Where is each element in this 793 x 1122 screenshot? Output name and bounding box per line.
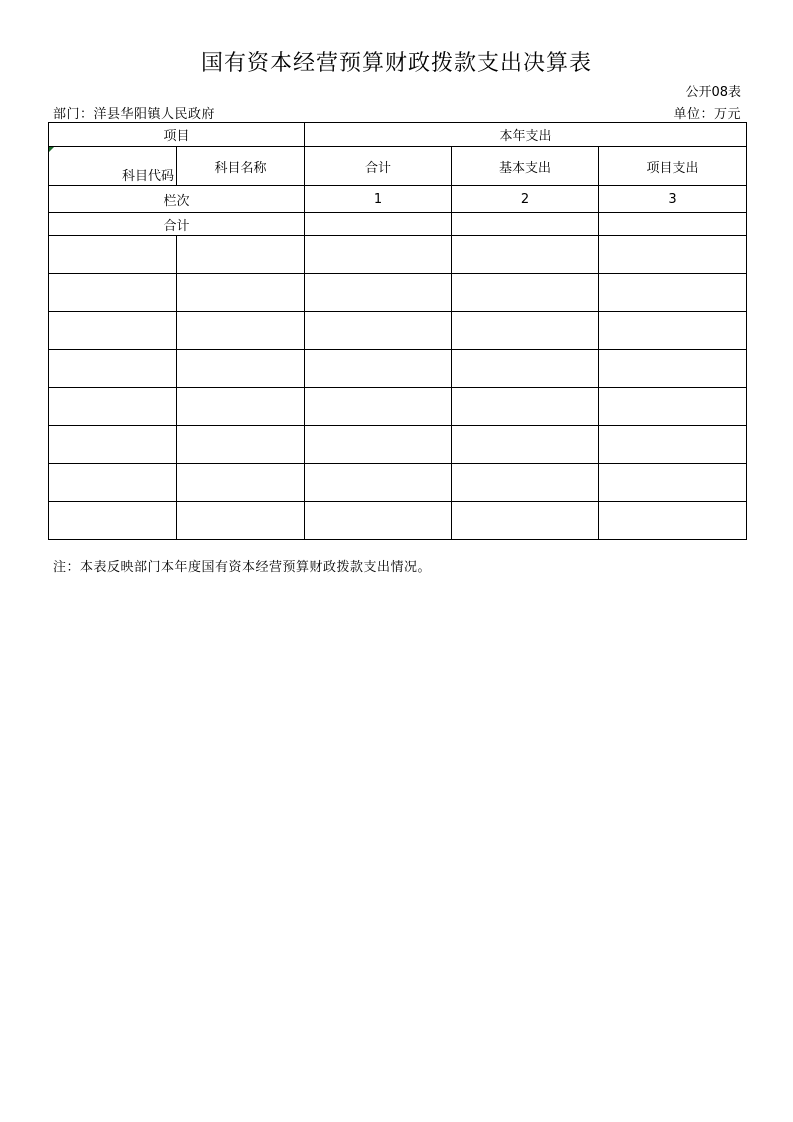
cell-basic-expense [452,312,599,350]
column-index-2: 2 [452,186,599,213]
header-subject-name: 科目名称 [177,147,305,186]
footnote: 注：本表反映部门本年度国有资本经营预算财政拨款支出情况。 [53,560,432,575]
header-row-2 [49,147,747,186]
cell-project-expense [599,502,747,540]
header-subject-code-label: 科目代码 [121,169,174,184]
header-row-1 [49,123,747,147]
table-row [49,312,747,350]
cell-subject-code [49,350,177,388]
cell-total [305,426,452,464]
page-title: 国有资本经营预算财政拨款支出决算表 [200,51,592,76]
cell-basic-expense [452,426,599,464]
cell-basic-expense [452,464,599,502]
header-item-group: 项目 [49,123,305,147]
total-row-project-expense [599,213,747,236]
table-row [49,388,747,426]
total-row-total [305,213,452,236]
cell-total [305,502,452,540]
cell-project-expense [599,464,747,502]
header-subject-code [49,147,177,186]
cell-total [305,274,452,312]
cell-comment-marker [49,147,54,152]
table-row [49,350,747,388]
department-label: 部门：洋县华阳镇人民政府 [53,107,216,122]
cell-project-expense [599,236,747,274]
cell-subject-name [177,426,305,464]
column-index-row [49,186,747,213]
table-row [49,274,747,312]
cell-subject-name [177,312,305,350]
cell-project-expense [599,426,747,464]
cell-project-expense [599,388,747,426]
header-total: 合计 [305,147,452,186]
cell-total [305,388,452,426]
column-index-1: 1 [305,186,452,213]
total-row-label: 合计 [49,213,305,236]
table-row [49,236,747,274]
total-row [49,213,747,236]
cell-subject-name [177,274,305,312]
cell-subject-code [49,426,177,464]
cell-basic-expense [452,274,599,312]
cell-project-expense [599,350,747,388]
cell-basic-expense [452,236,599,274]
cell-basic-expense [452,350,599,388]
header-basic-expense: 基本支出 [452,147,599,186]
cell-total [305,464,452,502]
cell-subject-code [49,502,177,540]
unit-label: 单位：万元 [673,107,741,122]
cell-basic-expense [452,388,599,426]
table-row [49,426,747,464]
form-code: 公开08表 [685,85,741,100]
header-current-year-group: 本年支出 [305,123,747,147]
cell-total [305,350,452,388]
table-row [49,502,747,540]
cell-total [305,236,452,274]
expenditure-table [48,122,747,540]
cell-subject-code [49,464,177,502]
cell-subject-name [177,464,305,502]
cell-subject-name [177,350,305,388]
cell-subject-name [177,236,305,274]
table-row [49,464,747,502]
cell-project-expense [599,274,747,312]
cell-subject-code [49,236,177,274]
cell-project-expense [599,312,747,350]
column-index-3: 3 [599,186,747,213]
cell-basic-expense [452,502,599,540]
header-project-expense: 项目支出 [599,147,747,186]
cell-subject-code [49,312,177,350]
cell-subject-code [49,274,177,312]
column-index-label: 栏次 [49,186,305,213]
total-row-basic-expense [452,213,599,236]
cell-subject-name [177,388,305,426]
cell-total [305,312,452,350]
cell-subject-name [177,502,305,540]
cell-subject-code [49,388,177,426]
